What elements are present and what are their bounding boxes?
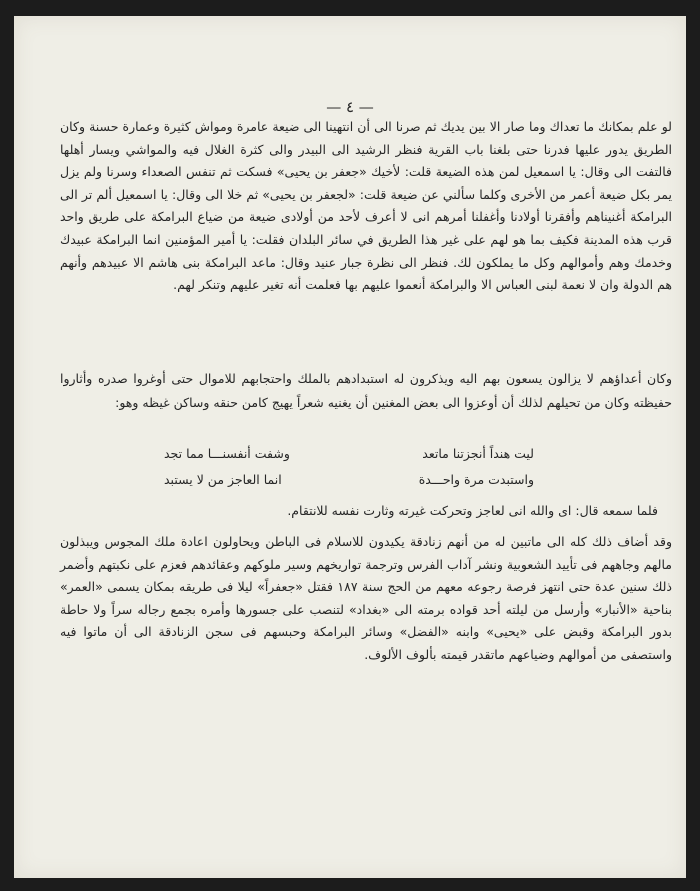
- verse-hemistich: انما العاجز من لا يستبد: [164, 472, 282, 487]
- verse-hemistich: وشفت أنفسنـــا مما تجد: [164, 446, 290, 461]
- verse-hemistich: ليت هنداً أنجزتنا ماتعد: [422, 446, 534, 461]
- verse-line-1: [164, 441, 534, 467]
- document-page: [14, 16, 686, 878]
- poem-verse: [164, 441, 534, 493]
- paragraph-3: فلما سمعه قال: اى والله انى لعاجز وتحركت غيرته وثارت نفسه للانتقام.: [287, 503, 658, 518]
- page-number: — ٤ —: [326, 98, 374, 116]
- verse-hemistich: واستبدت مرة واحـــدة: [418, 472, 534, 487]
- paragraph-1: لو علم بمكانك ما تعداك وما صار الا بين يديك ثم صرنا الى أن انتهينا الى ضيعة عامرة ومواش كثيرة وعمارة حسنة وكان الطريق يدور عليها فدرنا حتى بلغنا باب القرية فنظر الرشيد الى البيدر والى كثرة الغلال فيه والمواشي ويسار أهلها فالتفت الى وقال: يا اسمعيل لمن هذه الضيعة قلت: لأخيك «جعفر بن يحيى» فسكت ثم تنفس الصعداء وسرنا ولم يزل يمر بكل ضيعة أعمر من الأخرى وكلما سألني عن ضيعة قلت: «لجعفر بن يحيى» ثم خلا الى وقال: يا اسمعيل ألم تر الى البرامكة أغنيناهم وأفقرنا أولادنا وأغفلنا أمرهم انى لا أعرف لأحد من أولادى ضيعة من ضياع البرامكة على طريق واحد قرب هذه المدينة فكيف بما هو لهم على غير هذا الطريق في سائر البلدان فقلت: يا أمير المؤمنين انما البرامكة عبيدك وخدمك وهم وأموالهم وكل ما يملكون لك. فنظر الى نظرة جبار عنيد وقال: ماعد البرامكة بنى هاشم الا عبيدهم وأنهم هم الدولة وان لا نعمة لبنى العباس الا والبرامكة أنعموا عليهم بها فعلمت أنه تغير عليهم وتنكر لهم.: [60, 119, 672, 293]
- paragraph-2: وكان أعداؤهم لا يزالون يسعون بهم اليه ويذكرون له استبدادهم بالملك واحتجابهم للاموال حتى أوغروا صدره وأثاروا حفيظته وكان من تحيلهم لذلك أن أوعزوا الى بعض المغنين أن يغنيه شعراً يهيج كامن حنقه وساكن غيظه وهو:: [60, 371, 672, 410]
- paragraph-4: وقد أضاف ذلك كله الى ماتبين له من أنهم زنادقة يكيدون للاسلام فى الباطن ويحاولون اعادة ملك المجوس ويبذلون مالهم وجاههم فى تأييد الشعوبية ونشر آداب الفرس وترجمة تواريخهم وسير ملوكهم وعقائدهم فعزم على نكبتهم وأضمر ذلك سنين عدة حتى انتهز فرصة رجوعه معهم من الحج سنة ١٨٧ فقتل «جعفراً» ليلا فى طريقه بمكان يسمى «العمر» بناحية «الأنبار» وأرسل من ليلته أحد قواده برمته الى «بغداد» لتنصب على جسورها وأمره بجمع رجاله سراً ولا حاطة بدور البرامكة وقبض على «يحيى» وابنه «الفضل» وسائر البرامكة وحبسهم فى سجن الزنادقة الى أن ماتوا فيه واستصفى من أموالهم وضياعهم ماتقدر قيمته بألوف الألوف.: [60, 534, 672, 662]
- verse-line-2: [164, 467, 534, 493]
